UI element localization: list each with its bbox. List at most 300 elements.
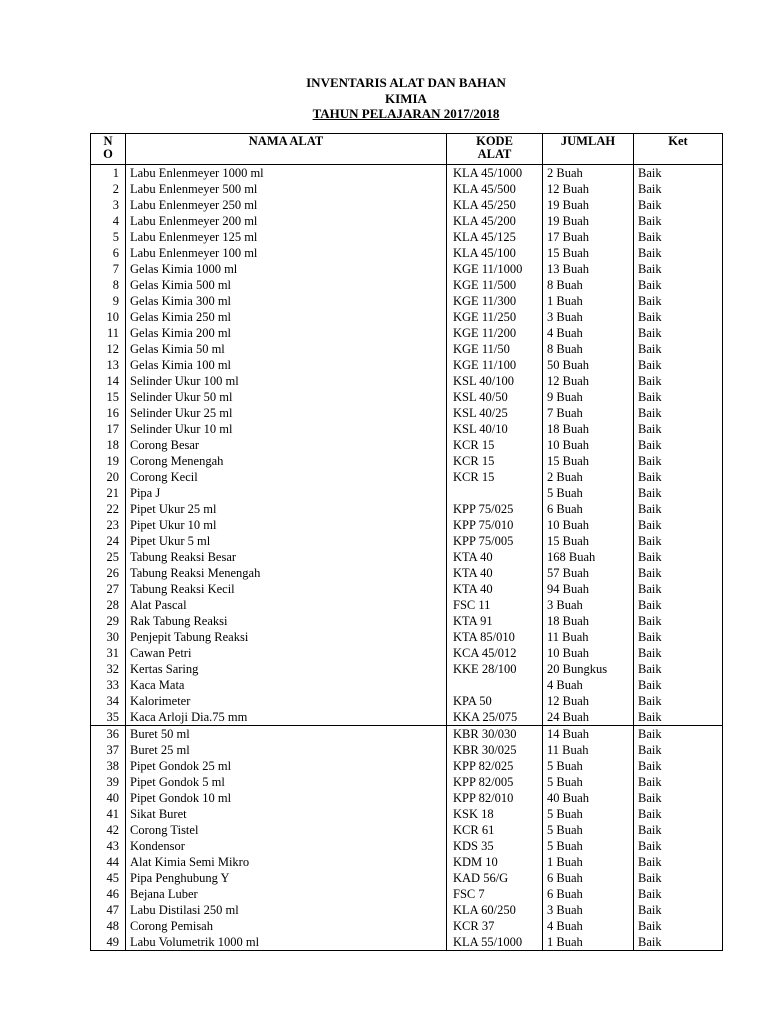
row-number: 26: [91, 565, 126, 581]
item-name: Pipet Gondok 10 ml: [126, 790, 447, 806]
row-number: 15: [91, 389, 126, 405]
table-row: [91, 197, 723, 213]
item-remark: Baik: [634, 405, 723, 421]
item-quantity: 1 Buah: [543, 293, 634, 309]
item-code: KPP 82/025: [447, 758, 543, 774]
header-no: [91, 134, 126, 165]
item-code: KGE 11/250: [447, 309, 543, 325]
item-code: KCR 15: [447, 469, 543, 485]
item-name: Corong Kecil: [126, 469, 447, 485]
table-row: [91, 581, 723, 597]
item-code: KPP 75/025: [447, 501, 543, 517]
item-quantity: 10 Buah: [543, 517, 634, 533]
item-quantity: 11 Buah: [543, 742, 634, 758]
item-quantity: 12 Buah: [543, 373, 634, 389]
table-row: [91, 181, 723, 197]
item-code: KGE 11/50: [447, 341, 543, 357]
item-remark: Baik: [634, 549, 723, 565]
table-row: [91, 934, 723, 951]
item-remark: Baik: [634, 245, 723, 261]
table-row: [91, 405, 723, 421]
item-quantity: 20 Bungkus: [543, 661, 634, 677]
item-name: Labu Enlenmeyer 250 ml: [126, 197, 447, 213]
table-row: [91, 533, 723, 549]
item-quantity: 12 Buah: [543, 693, 634, 709]
row-number: 2: [91, 181, 126, 197]
item-quantity: 57 Buah: [543, 565, 634, 581]
table-row: [91, 325, 723, 341]
item-code: KCR 15: [447, 453, 543, 469]
header-nama-alat: NAMA ALAT: [126, 134, 447, 165]
table-row: [91, 918, 723, 934]
item-remark: Baik: [634, 902, 723, 918]
item-remark: Baik: [634, 389, 723, 405]
row-number: 23: [91, 517, 126, 533]
item-remark: Baik: [634, 469, 723, 485]
item-name: Rak Tabung Reaksi: [126, 613, 447, 629]
item-remark: Baik: [634, 533, 723, 549]
item-name: Labu Volumetrik 1000 ml: [126, 934, 447, 951]
item-name: Pipet Ukur 25 ml: [126, 501, 447, 517]
item-quantity: 94 Buah: [543, 581, 634, 597]
row-number: 6: [91, 245, 126, 261]
item-remark: Baik: [634, 870, 723, 886]
item-name: Gelas Kimia 250 ml: [126, 309, 447, 325]
item-code: KLA 45/100: [447, 245, 543, 261]
item-name: Alat Pascal: [126, 597, 447, 613]
item-quantity: 40 Buah: [543, 790, 634, 806]
row-number: 44: [91, 854, 126, 870]
item-quantity: 4 Buah: [543, 677, 634, 693]
table-row: [91, 838, 723, 854]
item-remark: Baik: [634, 437, 723, 453]
item-quantity: 11 Buah: [543, 629, 634, 645]
item-quantity: 50 Buah: [543, 357, 634, 373]
item-remark: Baik: [634, 758, 723, 774]
item-name: Kalorimeter: [126, 693, 447, 709]
item-code: KGE 11/200: [447, 325, 543, 341]
row-number: 7: [91, 261, 126, 277]
table-row: [91, 389, 723, 405]
table-row: [91, 613, 723, 629]
item-quantity: 8 Buah: [543, 277, 634, 293]
item-remark: Baik: [634, 581, 723, 597]
item-code: KCR 61: [447, 822, 543, 838]
item-name: Labu Enlenmeyer 200 ml: [126, 213, 447, 229]
item-code: KPA 50: [447, 693, 543, 709]
item-remark: Baik: [634, 726, 723, 743]
item-code: KKE 28/100: [447, 661, 543, 677]
item-remark: Baik: [634, 918, 723, 934]
item-remark: Baik: [634, 517, 723, 533]
item-quantity: 168 Buah: [543, 549, 634, 565]
table-row: [91, 469, 723, 485]
item-name: Gelas Kimia 200 ml: [126, 325, 447, 341]
item-code: KCR 15: [447, 437, 543, 453]
table-row: [91, 742, 723, 758]
item-name: Corong Pemisah: [126, 918, 447, 934]
item-remark: Baik: [634, 806, 723, 822]
item-name: Sikat Buret: [126, 806, 447, 822]
row-number: 12: [91, 341, 126, 357]
item-quantity: 4 Buah: [543, 918, 634, 934]
item-name: Gelas Kimia 50 ml: [126, 341, 447, 357]
row-number: 21: [91, 485, 126, 501]
item-quantity: 19 Buah: [543, 213, 634, 229]
table-row: [91, 774, 723, 790]
item-quantity: 9 Buah: [543, 389, 634, 405]
item-name: Kaca Mata: [126, 677, 447, 693]
item-remark: Baik: [634, 838, 723, 854]
row-number: 25: [91, 549, 126, 565]
item-quantity: 4 Buah: [543, 325, 634, 341]
item-remark: Baik: [634, 677, 723, 693]
row-number: 13: [91, 357, 126, 373]
row-number: 49: [91, 934, 126, 951]
item-name: Selinder Ukur 10 ml: [126, 421, 447, 437]
item-code: KLA 60/250: [447, 902, 543, 918]
item-name: Labu Enlenmeyer 100 ml: [126, 245, 447, 261]
item-quantity: 5 Buah: [543, 822, 634, 838]
item-code: KSL 40/100: [447, 373, 543, 389]
row-number: 14: [91, 373, 126, 389]
item-quantity: 15 Buah: [543, 453, 634, 469]
table-row: [91, 309, 723, 325]
item-code: KCA 45/012: [447, 645, 543, 661]
item-code: [447, 677, 543, 693]
item-code: KBR 30/025: [447, 742, 543, 758]
table-row: [91, 453, 723, 469]
item-remark: Baik: [634, 261, 723, 277]
item-remark: Baik: [634, 854, 723, 870]
item-remark: Baik: [634, 309, 723, 325]
item-code: KDM 10: [447, 854, 543, 870]
item-remark: Baik: [634, 213, 723, 229]
item-quantity: 19 Buah: [543, 197, 634, 213]
header-kode-alat: [447, 134, 543, 165]
item-remark: Baik: [634, 693, 723, 709]
item-remark: Baik: [634, 597, 723, 613]
table-row: [91, 357, 723, 373]
item-code: FSC 11: [447, 597, 543, 613]
row-number: 33: [91, 677, 126, 693]
table-row: [91, 886, 723, 902]
row-number: 48: [91, 918, 126, 934]
item-quantity: 1 Buah: [543, 934, 634, 951]
item-name: Pipet Gondok 25 ml: [126, 758, 447, 774]
row-number: 42: [91, 822, 126, 838]
item-remark: Baik: [634, 709, 723, 726]
row-number: 8: [91, 277, 126, 293]
item-code: KGE 11/1000: [447, 261, 543, 277]
table-row: [91, 854, 723, 870]
row-number: 1: [91, 165, 126, 182]
item-name: Kertas Saring: [126, 661, 447, 677]
table-row: [91, 373, 723, 389]
item-name: Pipa Penghubung Y: [126, 870, 447, 886]
row-number: 31: [91, 645, 126, 661]
document-year: TAHUN PELAJARAN 2017/2018: [312, 106, 500, 121]
item-quantity: 14 Buah: [543, 726, 634, 743]
item-quantity: 15 Buah: [543, 533, 634, 549]
item-name: Gelas Kimia 300 ml: [126, 293, 447, 309]
row-number: 9: [91, 293, 126, 309]
item-code: KLA 45/500: [447, 181, 543, 197]
table-row: [91, 245, 723, 261]
table-row: [91, 693, 723, 709]
table-row: [91, 629, 723, 645]
table-row: [91, 341, 723, 357]
table-row: [91, 165, 723, 182]
item-name: Bejana Luber: [126, 886, 447, 902]
item-remark: Baik: [634, 181, 723, 197]
table-row: [91, 726, 723, 743]
item-name: Labu Enlenmeyer 1000 ml: [126, 165, 447, 182]
header-jumlah: JUMLAH: [543, 134, 634, 165]
row-number: 32: [91, 661, 126, 677]
item-code: KTA 40: [447, 565, 543, 581]
table-row: [91, 677, 723, 693]
item-remark: Baik: [634, 485, 723, 501]
item-remark: Baik: [634, 229, 723, 245]
header-ket: Ket: [634, 134, 723, 165]
item-quantity: 3 Buah: [543, 597, 634, 613]
item-name: Tabung Reaksi Besar: [126, 549, 447, 565]
item-remark: Baik: [634, 373, 723, 389]
item-remark: Baik: [634, 661, 723, 677]
item-remark: Baik: [634, 822, 723, 838]
table-row: [91, 549, 723, 565]
item-name: Labu Distilasi 250 ml: [126, 902, 447, 918]
document-title: INVENTARIS ALAT DAN BAHAN: [306, 75, 506, 90]
item-code: KSL 40/10: [447, 421, 543, 437]
row-number: 40: [91, 790, 126, 806]
row-number: 4: [91, 213, 126, 229]
table-row: [91, 902, 723, 918]
table-row: [91, 277, 723, 293]
header-no-line1: N: [103, 134, 113, 148]
item-quantity: 3 Buah: [543, 902, 634, 918]
item-name: Tabung Reaksi Kecil: [126, 581, 447, 597]
item-remark: Baik: [634, 341, 723, 357]
item-code: KGE 11/300: [447, 293, 543, 309]
item-remark: Baik: [634, 421, 723, 437]
row-number: 11: [91, 325, 126, 341]
item-code: KPP 75/010: [447, 517, 543, 533]
table-row: [91, 822, 723, 838]
table-row: [91, 758, 723, 774]
table-row: [91, 485, 723, 501]
item-code: KTA 40: [447, 581, 543, 597]
item-code: KTA 85/010: [447, 629, 543, 645]
table-row: [91, 645, 723, 661]
item-code: KLA 45/125: [447, 229, 543, 245]
table-row: [91, 565, 723, 581]
item-remark: Baik: [634, 645, 723, 661]
table-row: [91, 870, 723, 886]
row-number: 36: [91, 726, 126, 743]
item-code: KSL 40/25: [447, 405, 543, 421]
item-code: KSK 18: [447, 806, 543, 822]
row-number: 10: [91, 309, 126, 325]
item-name: Kondensor: [126, 838, 447, 854]
item-quantity: 2 Buah: [543, 469, 634, 485]
table-row: [91, 213, 723, 229]
item-code: KLA 45/250: [447, 197, 543, 213]
row-number: 45: [91, 870, 126, 886]
row-number: 16: [91, 405, 126, 421]
item-name: Cawan Petri: [126, 645, 447, 661]
item-remark: Baik: [634, 501, 723, 517]
table-row: [91, 293, 723, 309]
table-row: [91, 229, 723, 245]
item-quantity: 6 Buah: [543, 870, 634, 886]
row-number: 38: [91, 758, 126, 774]
item-remark: Baik: [634, 934, 723, 951]
item-code: KLA 45/1000: [447, 165, 543, 182]
item-name: Labu Enlenmeyer 125 ml: [126, 229, 447, 245]
header-kode-line1: KODE: [476, 134, 513, 148]
item-name: Pipa J: [126, 485, 447, 501]
item-remark: Baik: [634, 565, 723, 581]
table-row: [91, 597, 723, 613]
row-number: 46: [91, 886, 126, 902]
item-quantity: 10 Buah: [543, 437, 634, 453]
table-body: [91, 165, 723, 951]
row-number: 47: [91, 902, 126, 918]
item-quantity: 18 Buah: [543, 421, 634, 437]
item-quantity: 5 Buah: [543, 774, 634, 790]
row-number: 24: [91, 533, 126, 549]
item-name: Selinder Ukur 50 ml: [126, 389, 447, 405]
item-remark: Baik: [634, 613, 723, 629]
row-number: 22: [91, 501, 126, 517]
item-code: KLA 45/200: [447, 213, 543, 229]
item-code: KDS 35: [447, 838, 543, 854]
item-quantity: 18 Buah: [543, 613, 634, 629]
inventory-table: [90, 133, 723, 951]
item-code: KGE 11/500: [447, 277, 543, 293]
item-name: Corong Tistel: [126, 822, 447, 838]
item-code: KSL 40/50: [447, 389, 543, 405]
row-number: 34: [91, 693, 126, 709]
item-remark: Baik: [634, 629, 723, 645]
row-number: 27: [91, 581, 126, 597]
item-name: Buret 25 ml: [126, 742, 447, 758]
item-quantity: 13 Buah: [543, 261, 634, 277]
item-quantity: 10 Buah: [543, 645, 634, 661]
item-quantity: 6 Buah: [543, 886, 634, 902]
item-quantity: 5 Buah: [543, 838, 634, 854]
row-number: 18: [91, 437, 126, 453]
item-name: Corong Menengah: [126, 453, 447, 469]
item-name: Selinder Ukur 100 ml: [126, 373, 447, 389]
table-row: [91, 501, 723, 517]
document-subtitle: KIMIA: [385, 91, 427, 106]
item-code: KBR 30/030: [447, 726, 543, 743]
row-number: 37: [91, 742, 126, 758]
item-remark: Baik: [634, 357, 723, 373]
table-row: [91, 261, 723, 277]
row-number: 41: [91, 806, 126, 822]
item-code: KPP 75/005: [447, 533, 543, 549]
item-quantity: 2 Buah: [543, 165, 634, 182]
item-code: KTA 91: [447, 613, 543, 629]
row-number: 3: [91, 197, 126, 213]
item-code: KPP 82/005: [447, 774, 543, 790]
item-code: KAD 56/G: [447, 870, 543, 886]
item-remark: Baik: [634, 790, 723, 806]
item-quantity: 1 Buah: [543, 854, 634, 870]
table-row: [91, 790, 723, 806]
item-name: Gelas Kimia 500 ml: [126, 277, 447, 293]
item-remark: Baik: [634, 886, 723, 902]
table-row: [91, 806, 723, 822]
item-code: KTA 40: [447, 549, 543, 565]
item-remark: Baik: [634, 197, 723, 213]
item-remark: Baik: [634, 453, 723, 469]
table-row: [91, 709, 723, 726]
item-code: [447, 485, 543, 501]
item-quantity: 7 Buah: [543, 405, 634, 421]
item-quantity: 8 Buah: [543, 341, 634, 357]
item-quantity: 15 Buah: [543, 245, 634, 261]
item-remark: Baik: [634, 774, 723, 790]
item-code: FSC 7: [447, 886, 543, 902]
table-row: [91, 517, 723, 533]
header-no-line2: O: [103, 147, 113, 161]
item-quantity: 5 Buah: [543, 758, 634, 774]
item-name: Gelas Kimia 100 ml: [126, 357, 447, 373]
item-name: Pipet Ukur 10 ml: [126, 517, 447, 533]
item-code: KGE 11/100: [447, 357, 543, 373]
item-quantity: 12 Buah: [543, 181, 634, 197]
item-name: Penjepit Tabung Reaksi: [126, 629, 447, 645]
item-name: Selinder Ukur 25 ml: [126, 405, 447, 421]
item-quantity: 24 Buah: [543, 709, 634, 726]
row-number: 19: [91, 453, 126, 469]
item-quantity: 17 Buah: [543, 229, 634, 245]
table-row: [91, 661, 723, 677]
row-number: 28: [91, 597, 126, 613]
table-header-row: [91, 134, 723, 165]
item-name: Alat Kimia Semi Mikro: [126, 854, 447, 870]
item-remark: Baik: [634, 293, 723, 309]
item-code: KLA 55/1000: [447, 934, 543, 951]
item-remark: Baik: [634, 325, 723, 341]
item-quantity: 5 Buah: [543, 485, 634, 501]
item-quantity: 5 Buah: [543, 806, 634, 822]
item-remark: Baik: [634, 742, 723, 758]
item-remark: Baik: [634, 165, 723, 182]
row-number: 39: [91, 774, 126, 790]
item-name: Pipet Ukur 5 ml: [126, 533, 447, 549]
item-quantity: 6 Buah: [543, 501, 634, 517]
item-quantity: 3 Buah: [543, 309, 634, 325]
item-name: Corong Besar: [126, 437, 447, 453]
row-number: 30: [91, 629, 126, 645]
header-kode-line2: ALAT: [477, 147, 512, 161]
item-name: Tabung Reaksi Menengah: [126, 565, 447, 581]
item-name: Labu Enlenmeyer 500 ml: [126, 181, 447, 197]
item-code: KCR 37: [447, 918, 543, 934]
row-number: 20: [91, 469, 126, 485]
item-name: Buret 50 ml: [126, 726, 447, 743]
row-number: 17: [91, 421, 126, 437]
row-number: 5: [91, 229, 126, 245]
row-number: 35: [91, 709, 126, 726]
row-number: 29: [91, 613, 126, 629]
